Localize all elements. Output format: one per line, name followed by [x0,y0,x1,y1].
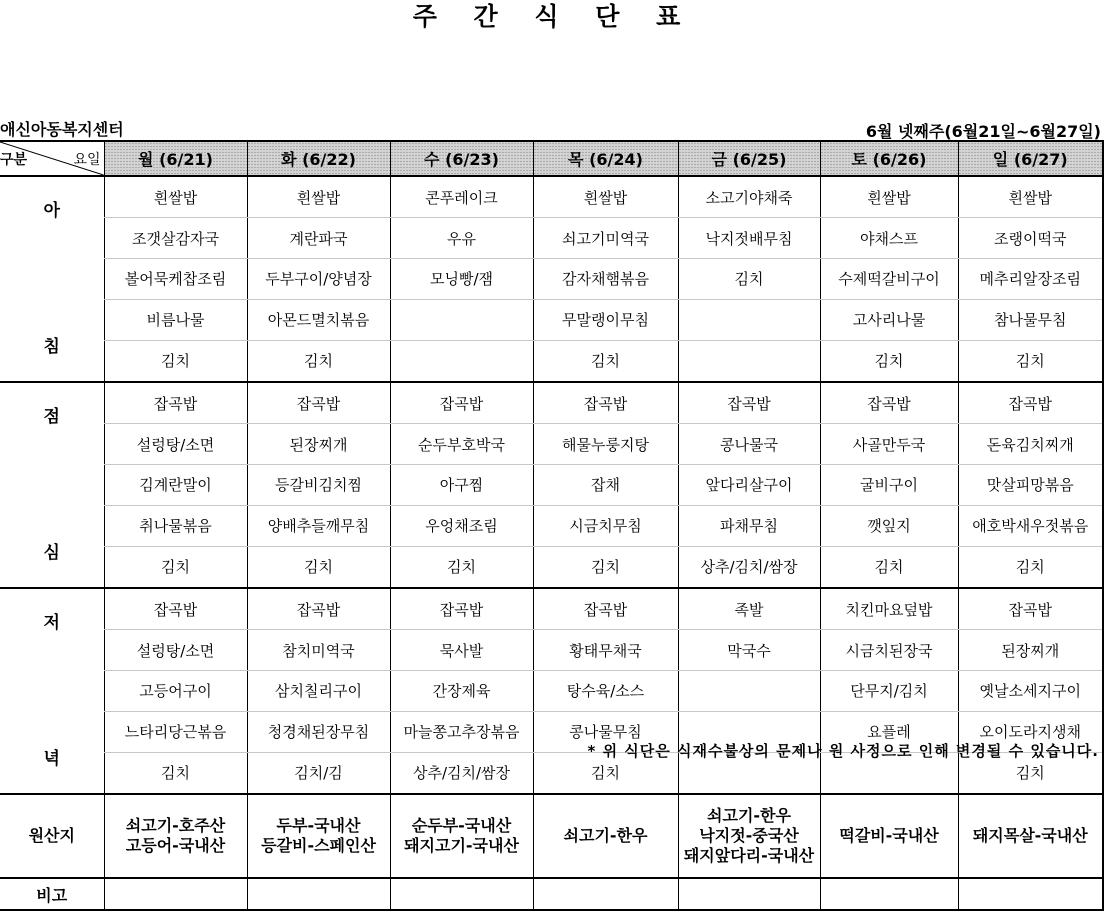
menu-item: 마늘쫑고추장볶음 [390,711,533,752]
origin-cell: 두부-국내산 등갈비-스페인산 [247,794,390,878]
lunch-row [0,546,1103,588]
menu-item: 흰쌀밥 [533,176,678,218]
menu-item: 김치/김 [247,752,390,794]
lunch-row [0,505,1103,546]
note-cell [533,878,678,910]
menu-item: 아몬드멸치볶음 [247,299,390,340]
menu-item: 치킨마요덮밥 [820,588,958,630]
menu-item: 족발 [678,588,820,630]
menu-item: 조갯살감자국 [104,218,247,259]
day-header: 일 (6/27) [958,141,1103,176]
org-name: 애신아동복지센터 [0,120,124,139]
breakfast-row [0,340,1103,382]
menu-item: 흰쌀밥 [247,176,390,218]
dinner-row [0,588,1103,630]
menu-item: 콩나물국 [678,424,820,465]
menu-item: 파채무침 [678,505,820,546]
menu-item: 단무지/김치 [820,671,958,712]
origin-cell: 순두부-국내산 돼지고기-국내산 [390,794,533,878]
page-title: 주 간 식 단 표 [412,2,695,31]
menu-item: 감자채햄볶음 [533,259,678,300]
origin-cell: 쇠고기-한우 낙지젓-중국산 돼지앞다리-국내산 [678,794,820,878]
menu-item: 돈육김치찌개 [958,424,1103,465]
menu-item: 옛날소세지구이 [958,671,1103,712]
origin-label: 원산지 [0,794,104,878]
header-row [0,141,1103,176]
note-cell [104,878,247,910]
menu-item [390,299,533,340]
menu-item: 야채스프 [820,218,958,259]
breakfast-row [0,259,1103,300]
menu-item: 소고기야채죽 [678,176,820,218]
menu-item: 김치 [958,546,1103,588]
menu-item: 깻잎지 [820,505,958,546]
menu-item: 김치 [247,546,390,588]
note-cell [820,878,958,910]
menu-item: 청경채된장무침 [247,711,390,752]
menu-item: 탕수육/소스 [533,671,678,712]
menu-item: 고등어구이 [104,671,247,712]
origin-row [0,794,1103,878]
menu-item: 된장찌개 [247,424,390,465]
menu-item: 묵사발 [390,630,533,671]
lunch-row [0,424,1103,465]
menu-item: 김치 [104,546,247,588]
menu-item: 수제떡갈비구이 [820,259,958,300]
day-header: 월 (6/21) [104,141,247,176]
menu-item: 잡곡밥 [958,588,1103,630]
menu-item: 김치 [533,340,678,382]
menu-item: 콘푸레이크 [390,176,533,218]
menu-item: 잡곡밥 [247,588,390,630]
menu-item: 잡채 [533,465,678,506]
menu-item: 잡곡밥 [390,382,533,424]
menu-item: 상추/김치/쌈장 [390,752,533,794]
menu-item: 잡곡밥 [390,588,533,630]
origin-cell: 떡갈비-국내산 [820,794,958,878]
menu-item: 김치 [390,546,533,588]
menu-item: 콩나물무침 [533,711,678,752]
menu-item: 메추리알장조림 [958,259,1103,300]
menu-item: 고사리나물 [820,299,958,340]
menu-item: 김치 [678,259,820,300]
menu-item: 잡곡밥 [247,382,390,424]
menu-item: 우유 [390,218,533,259]
menu-item [390,340,533,382]
menu-item: 잡곡밥 [104,382,247,424]
menu-item: 삼치칠리구이 [247,671,390,712]
menu-item: 애호박새우젓볶음 [958,505,1103,546]
menu-item: 낙지젓배무침 [678,218,820,259]
note-cell [247,878,390,910]
origin-cell: 쇠고기-호주산 고등어-국내산 [104,794,247,878]
dinner-label: 저 녁 [0,588,104,794]
menu-item: 굴비구이 [820,465,958,506]
menu-item: 설렁탕/소면 [104,630,247,671]
menu-item: 황태무채국 [533,630,678,671]
menu-item: 앞다리살구이 [678,465,820,506]
corner-label-category: 구분 [0,152,28,168]
note-cell [678,878,820,910]
day-header: 화 (6/22) [247,141,390,176]
menu-item: 설렁탕/소면 [104,424,247,465]
week-range: 6월 넷째주(6월21일~6월27일) [865,122,1101,141]
menu-item: 시금치무침 [533,505,678,546]
menu-item: 조랭이떡국 [958,218,1103,259]
menu-item: 맛살피망볶음 [958,465,1103,506]
dinner-row [0,671,1103,712]
day-header: 금 (6/25) [678,141,820,176]
lunch-row [0,465,1103,506]
origin-cell: 쇠고기-한우 [533,794,678,878]
menu-item: 김치 [247,340,390,382]
menu-item: 우엉채조림 [390,505,533,546]
menu-item: 막국수 [678,630,820,671]
menu-item: 흰쌀밥 [958,176,1103,218]
menu-item: 모닝빵/잼 [390,259,533,300]
menu-item: 잡곡밥 [104,588,247,630]
menu-item: 간장제육 [390,671,533,712]
menu-item: 김치 [958,752,1103,794]
menu-item: 김치 [820,340,958,382]
menu-item: 잡곡밥 [958,382,1103,424]
day-header: 목 (6/24) [533,141,678,176]
origin-cell: 돼지목살-국내산 [958,794,1103,878]
menu-item: 시금치된장국 [820,630,958,671]
menu-item: 잡곡밥 [533,382,678,424]
corner-label-day: 요일 [73,152,101,168]
menu-item [678,671,820,712]
menu-item: 김치 [820,546,958,588]
menu-item: 된장찌개 [958,630,1103,671]
note-cell [390,878,533,910]
menu-item: 잡곡밥 [678,382,820,424]
menu-item: 취나물볶음 [104,505,247,546]
footnote: * 위 식단은 식재수불상의 문제나 원 사정으로 인해 변경될 수 있습니다. [587,742,1099,760]
breakfast-row [0,299,1103,340]
menu-item: 김치 [533,546,678,588]
menu-item: 김계란말이 [104,465,247,506]
menu-item: 흰쌀밥 [104,176,247,218]
note-row [0,878,1103,910]
menu-item: 요플레 [820,711,958,752]
menu-item: 비름나물 [104,299,247,340]
lunch-row [0,382,1103,424]
menu-item: 참나물무침 [958,299,1103,340]
lunch-label: 점 심 [0,382,104,588]
day-header: 수 (6/23) [390,141,533,176]
note-label: 비고 [0,878,104,910]
menu-item: 순두부호박국 [390,424,533,465]
menu-item: 사골만두국 [820,424,958,465]
breakfast-row [0,176,1103,218]
dinner-row [0,630,1103,671]
menu-item: 잡곡밥 [820,382,958,424]
menu-item: 두부구이/양념장 [247,259,390,300]
breakfast-label: 아 침 [0,176,104,382]
menu-item: 흰쌀밥 [820,176,958,218]
menu-item: 느타리당근볶음 [104,711,247,752]
menu-item: 등갈비김치찜 [247,465,390,506]
menu-item: 김치 [104,340,247,382]
day-header: 토 (6/26) [820,141,958,176]
menu-item [678,340,820,382]
menu-item: 아구찜 [390,465,533,506]
menu-item: 상추/김치/쌈장 [678,546,820,588]
menu-item: 잡곡밥 [533,588,678,630]
menu-item: 해물누룽지탕 [533,424,678,465]
menu-item: 양배추들깨무침 [247,505,390,546]
breakfast-row [0,218,1103,259]
menu-item: 참치미역국 [247,630,390,671]
menu-item [678,299,820,340]
note-cell [958,878,1103,910]
menu-item: 김치 [104,752,247,794]
menu-item: 쇠고기미역국 [533,218,678,259]
corner-cell [0,141,104,176]
menu-item: 무말랭이무침 [533,299,678,340]
menu-item: 김치 [533,752,678,794]
menu-item: 볼어묵케찹조림 [104,259,247,300]
menu-item: 김치 [958,340,1103,382]
menu-item: 오이도라지생채 [958,711,1103,752]
menu-table [0,140,1104,911]
menu-item: 계란파국 [247,218,390,259]
